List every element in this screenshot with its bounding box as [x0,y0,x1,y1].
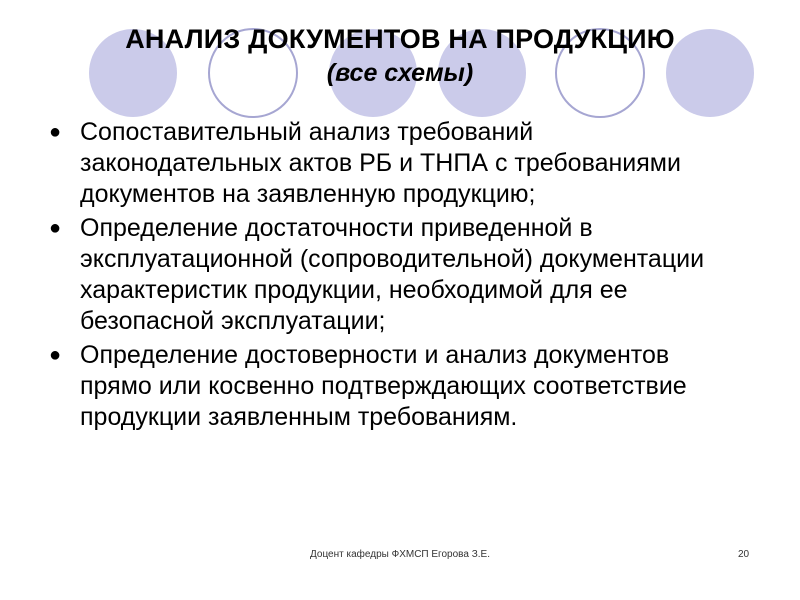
bullet-dot-icon: ● [49,121,62,143]
bullet-text: Определение достаточности приведенной в эксплуатационной (сопроводительной) документации характеристик продукции, необходимой для ее безопасной эксплуатации; [80,214,705,335]
slide-subtitle: (все схемы) [326,59,474,87]
slide-title: АНАЛИЗ ДОКУМЕНТОВ НА ПРОДУКЦИЮ [125,24,675,54]
bullet-dot-icon: ● [49,344,62,366]
bullet-item-2 [45,213,705,337]
bullet-list [45,117,705,436]
bullet-text: Определение достоверности и анализ документов прямо или косвенно подтверждающих соответствие продукции заявленным требованиям. [80,341,687,431]
footer-author: Доцент кафедры ФХМСП Егорова З.Е. [310,549,490,560]
page-number: 20 [738,549,750,560]
bullet-item-1 [45,117,705,210]
title-block [0,22,800,88]
bullet-dot-icon: ● [49,217,62,239]
bullet-item-3 [45,340,705,433]
bullet-text: Сопоставительный анализ требований законодательных актов РБ и ТНПА с требованиями документов на заявленную продукцию; [80,118,681,208]
